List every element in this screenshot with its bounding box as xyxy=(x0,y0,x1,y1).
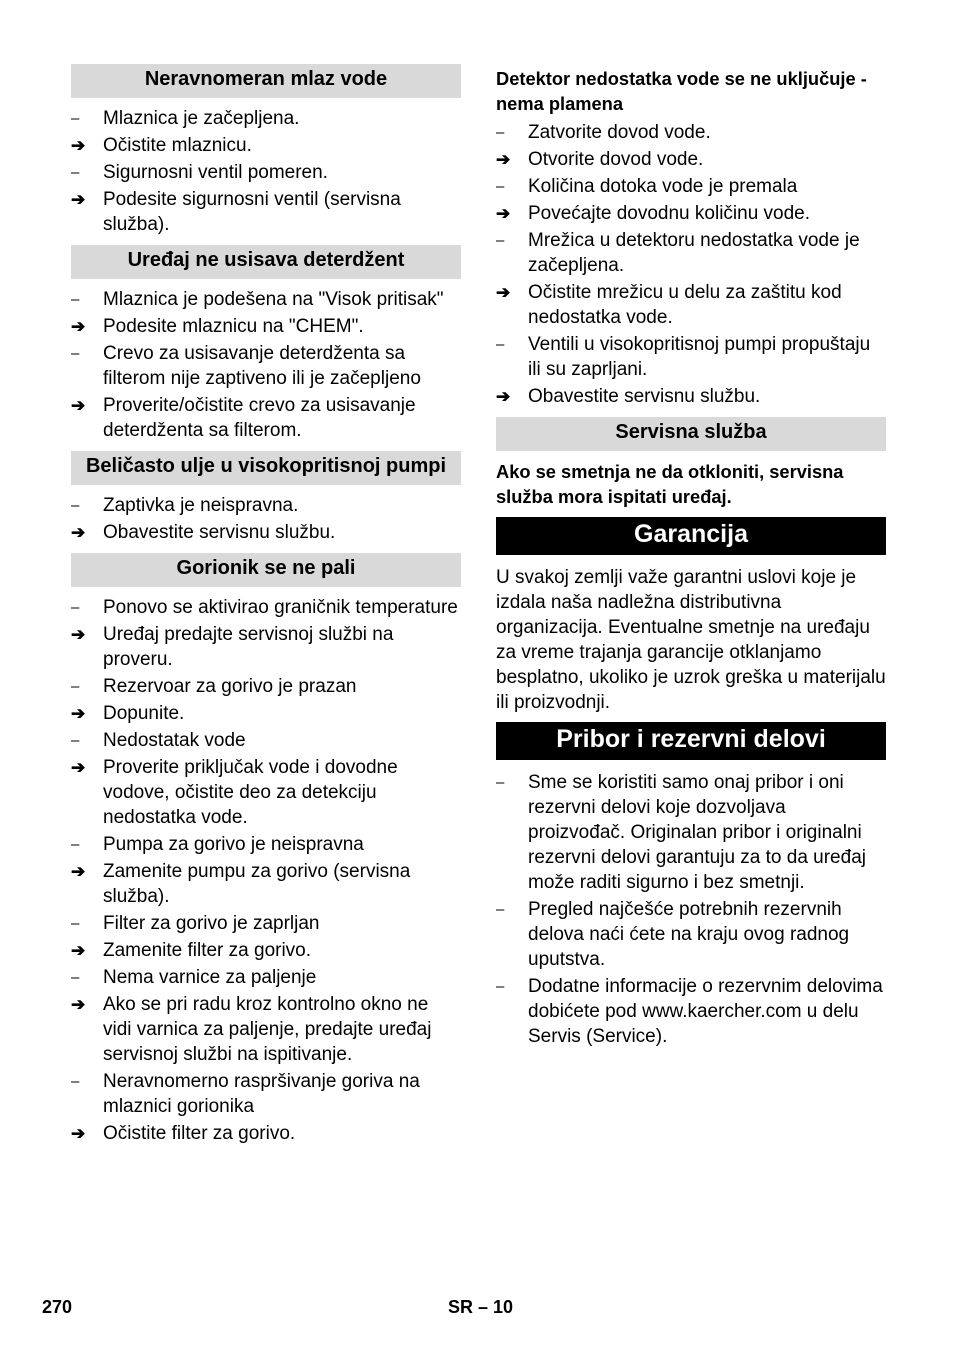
item-text: Zaptivka je neispravna. xyxy=(103,495,299,516)
section-water-detector xyxy=(496,66,886,409)
cause-item xyxy=(496,770,886,895)
section-warranty xyxy=(496,517,886,715)
dash-icon: – xyxy=(496,774,505,791)
item-text: Mlaznica je začepljena. xyxy=(103,108,300,129)
section-no-detergent-suction xyxy=(71,245,461,443)
chapter-heading: Pribor i rezervni delovi xyxy=(496,722,886,760)
item-text: Proverite/očistite crevo za usisavanje deterdženta sa filterom. xyxy=(103,395,416,441)
dash-icon: – xyxy=(71,345,80,362)
arrow-right-icon: ➔ xyxy=(71,995,86,1014)
cause-item xyxy=(496,332,886,382)
action-item xyxy=(71,938,461,963)
chapter-heading: Garancija xyxy=(496,517,886,555)
item-text: Podesite sigurnosni ventil (servisna služba). xyxy=(103,189,401,235)
item-text: Očistite filter za gorivo. xyxy=(103,1123,296,1144)
dash-icon: – xyxy=(496,232,505,249)
item-text: Očistite mlaznicu. xyxy=(103,135,252,156)
section-whitish-oil xyxy=(71,451,461,545)
arrow-right-icon: ➔ xyxy=(496,283,511,302)
cause-item xyxy=(496,174,886,199)
action-item xyxy=(496,280,886,330)
subsection-heading: Detektor nedostatka vode se ne uključuje - nema plamena xyxy=(496,68,867,114)
service-note: Ako se smetnja ne da otkloniti, servisna služba mora ispitati uređaj. xyxy=(496,461,844,507)
troubleshooting-list xyxy=(496,120,886,409)
dash-icon: – xyxy=(496,978,505,995)
item-text: Obavestite servisnu službu. xyxy=(103,522,336,543)
arrow-right-icon: ➔ xyxy=(71,941,86,960)
arrow-right-icon: ➔ xyxy=(71,704,86,723)
action-item xyxy=(496,201,886,226)
action-item xyxy=(496,147,886,172)
item-text: Dodatne informacije o rezervnim delovima dobićete pod www.kaercher.com u delu Servis (Service). xyxy=(528,976,883,1047)
arrow-right-icon: ➔ xyxy=(71,625,86,644)
cause-item xyxy=(496,974,886,1049)
dash-icon: – xyxy=(496,178,505,195)
dash-icon: – xyxy=(71,1073,80,1090)
section-heading: Servisna služba xyxy=(496,417,886,451)
action-item xyxy=(71,1121,461,1146)
cause-item xyxy=(496,120,886,145)
cause-item xyxy=(71,160,461,185)
dash-icon: – xyxy=(496,901,505,918)
item-text: Mlaznica je podešena na "Visok pritisak" xyxy=(103,289,444,310)
item-text: Ventili u visokopritisnoj pumpi propuštaju ili su zaprljani. xyxy=(528,334,871,380)
item-text: Proverite priključak vode i dovodne vodove, očistite deo za detekciju nedostatka vode. xyxy=(103,757,398,828)
arrow-right-icon: ➔ xyxy=(71,136,86,155)
troubleshooting-list xyxy=(71,595,461,1146)
action-item xyxy=(71,755,461,830)
cause-item xyxy=(496,897,886,972)
action-item xyxy=(71,701,461,726)
action-item xyxy=(71,133,461,158)
action-item xyxy=(71,992,461,1067)
arrow-right-icon: ➔ xyxy=(496,387,511,406)
cause-item xyxy=(71,832,461,857)
dash-icon: – xyxy=(496,124,505,141)
dash-icon: – xyxy=(71,110,80,127)
item-text: Sme se koristiti samo onaj pribor i oni rezervni delovi koje dozvoljava proizvođač. Originalan pribor i originalni rezervni delovi garantuju za to da uređaj može raditi sigurno i bez smetnji. xyxy=(528,772,866,893)
cause-item xyxy=(71,595,461,620)
item-text: Uređaj predajte servisnoj službi na proveru. xyxy=(103,624,394,670)
dash-icon: – xyxy=(71,497,80,514)
item-text: Ponovo se aktivirao graničnik temperature xyxy=(103,597,458,618)
dash-icon: – xyxy=(71,969,80,986)
accessories-list xyxy=(496,770,886,1049)
action-item xyxy=(71,622,461,672)
item-text: Ako se pri radu kroz kontrolno okno ne vidi varnica za paljenje, predajte uređaj servisnoj službi na ispitivanje. xyxy=(103,994,432,1065)
item-text: Sigurnosni ventil pomeren. xyxy=(103,162,328,183)
dash-icon: – xyxy=(71,599,80,616)
action-item xyxy=(71,187,461,237)
dash-icon: – xyxy=(496,336,505,353)
cause-item xyxy=(71,1069,461,1119)
cause-item xyxy=(71,674,461,699)
item-text: Otvorite dovod vode. xyxy=(528,149,704,170)
cause-item xyxy=(71,287,461,312)
item-text: Obavestite servisnu službu. xyxy=(528,386,761,407)
arrow-right-icon: ➔ xyxy=(71,317,86,336)
arrow-right-icon: ➔ xyxy=(71,862,86,881)
item-text: Očistite mrežicu u delu za zaštitu kod nedostatka vode. xyxy=(528,282,842,328)
dash-icon: – xyxy=(71,915,80,932)
cause-item xyxy=(496,228,886,278)
item-text: Dopunite. xyxy=(103,703,185,724)
section-burner-not-igniting xyxy=(71,553,461,1146)
action-item xyxy=(71,393,461,443)
item-text: Mrežica u detektoru nedostatka vode je začepljena. xyxy=(528,230,860,276)
cause-item xyxy=(71,493,461,518)
section-service xyxy=(496,417,886,509)
item-text: Crevo za usisavanje deterdženta sa filterom nije zaptiveno ili je začepljeno xyxy=(103,343,421,389)
section-heading: Gorionik se ne pali xyxy=(71,553,461,587)
arrow-right-icon: ➔ xyxy=(496,150,511,169)
dash-icon: – xyxy=(71,678,80,695)
dash-icon: – xyxy=(71,164,80,181)
cause-item xyxy=(71,341,461,391)
item-text: Pregled najčešće potrebnih rezervnih delova naći ćete na kraju ovog radnog uputstva. xyxy=(528,899,850,970)
arrow-right-icon: ➔ xyxy=(71,396,86,415)
item-text: Pumpa za gorivo je neispravna xyxy=(103,834,364,855)
troubleshooting-list xyxy=(71,493,461,545)
item-text: Neravnomerno raspršivanje goriva na mlaznici gorionika xyxy=(103,1071,420,1117)
section-heading: Uređaj ne usisava deterdžent xyxy=(71,245,461,279)
troubleshooting-list xyxy=(71,287,461,443)
dash-icon: – xyxy=(71,291,80,308)
item-text: Zamenite pumpu za gorivo (servisna služba). xyxy=(103,861,411,907)
page-number: 270 xyxy=(42,1297,73,1317)
right-column xyxy=(496,66,886,1057)
dash-icon: – xyxy=(71,732,80,749)
warranty-text: U svakoj zemlji važe garantni uslovi koje je izdala naša nadležna distributivna organizacija. Eventualne smetnje na uređaju za vreme trajanja garancije otklanjamo besplatno, ukoliko je uzrok greška u materijalu ili proizvodnji. xyxy=(496,567,886,713)
left-column xyxy=(71,64,461,1154)
arrow-right-icon: ➔ xyxy=(71,1124,86,1143)
cause-item xyxy=(71,728,461,753)
action-item xyxy=(71,520,461,545)
section-uneven-water-jet xyxy=(71,64,461,237)
item-text: Rezervoar za gorivo je prazan xyxy=(103,676,357,697)
item-text: Filter za gorivo je zaprljan xyxy=(103,913,320,934)
item-text: Nema varnice za paljenje xyxy=(103,967,317,988)
dash-icon: – xyxy=(71,836,80,853)
cause-item xyxy=(71,911,461,936)
section-heading: Neravnomeran mlaz vode xyxy=(71,64,461,98)
arrow-right-icon: ➔ xyxy=(71,190,86,209)
action-item xyxy=(71,859,461,909)
item-text: Zamenite filter za gorivo. xyxy=(103,940,312,961)
item-text: Količina dotoka vode je premala xyxy=(528,176,798,197)
action-item xyxy=(496,384,886,409)
section-heading: Beličasto ulje u visokopritisnoj pumpi xyxy=(71,451,461,485)
item-text: Nedostatak vode xyxy=(103,730,246,751)
section-accessories xyxy=(496,722,886,1049)
cause-item xyxy=(71,965,461,990)
item-text: Povećajte dovodnu količinu vode. xyxy=(528,203,811,224)
action-item xyxy=(71,314,461,339)
arrow-right-icon: ➔ xyxy=(496,204,511,223)
arrow-right-icon: ➔ xyxy=(71,523,86,542)
language-page-label: SR – 10 xyxy=(448,1297,514,1317)
item-text: Zatvorite dovod vode. xyxy=(528,122,711,143)
cause-item xyxy=(71,106,461,131)
item-text: Podesite mlaznicu na "CHEM". xyxy=(103,316,364,337)
arrow-right-icon: ➔ xyxy=(71,758,86,777)
troubleshooting-list xyxy=(71,106,461,237)
